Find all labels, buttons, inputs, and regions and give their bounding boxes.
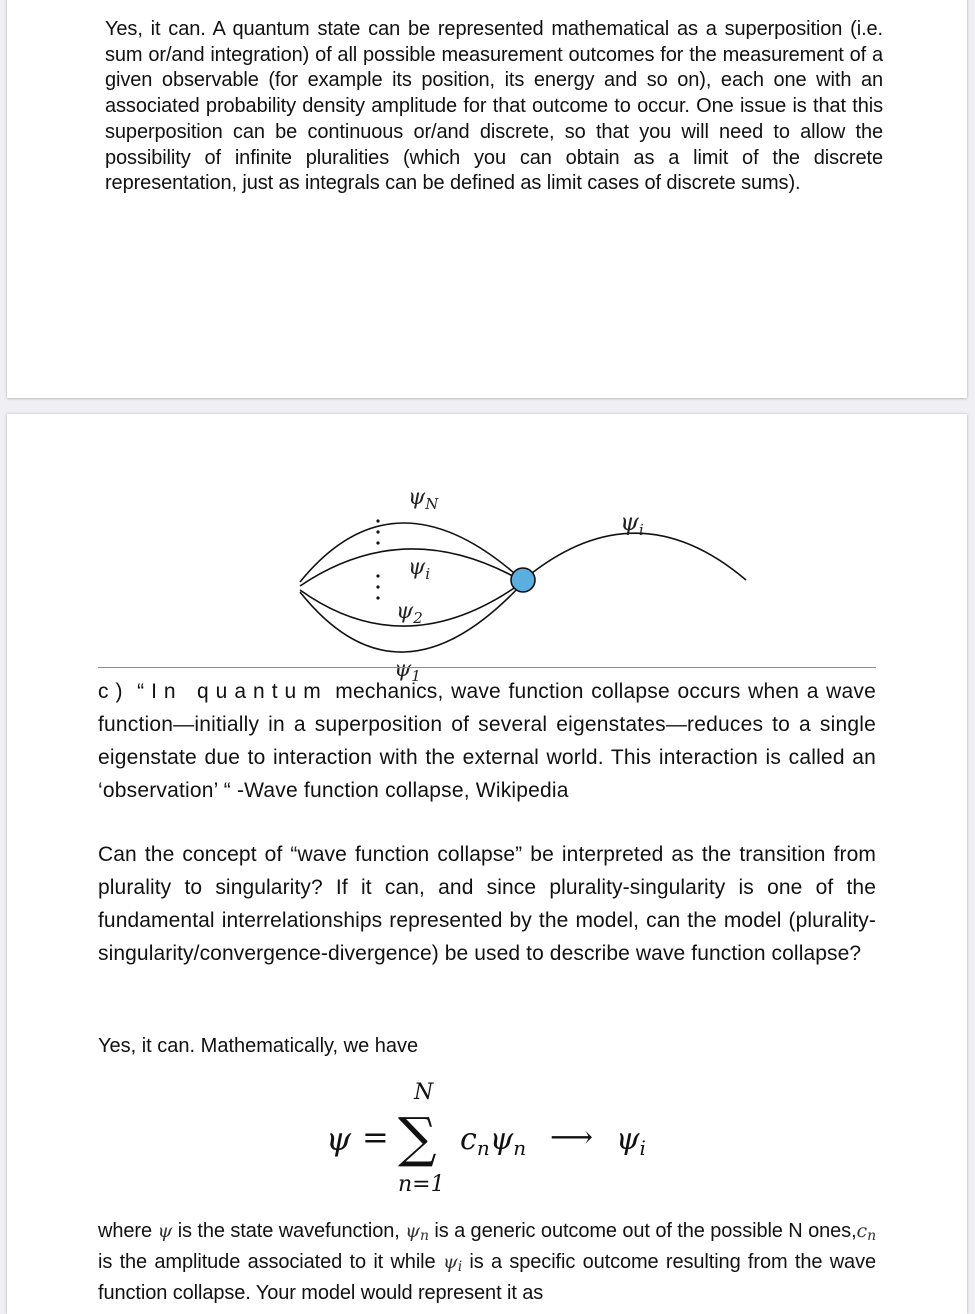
formula-term [460, 1122, 526, 1160]
question-paragraph: Can the concept of “wave function collapse” be interpreted as the transition from plurality to singularity? If it can, and since plurality-singularity is one of the fundamental interrelationships represented by the model, can the model (plurality-singularity/convergence-divergence) be used to describe wave function collapse? [98, 843, 876, 965]
formula-lower-limit: n=1 [398, 1172, 445, 1197]
target-psi: ψ [616, 1122, 640, 1157]
formula-lhs: ψ [326, 1120, 352, 1158]
formula-equals: = [362, 1118, 389, 1156]
term-psi: ψ [489, 1122, 514, 1157]
formula-arrow: ⟶ [550, 1120, 594, 1155]
superposition-formula [320, 1078, 680, 1203]
ellipsis-dots-lower [376, 574, 379, 599]
quote-paragraph [98, 675, 876, 807]
wave-function-collapse-diagram [280, 470, 780, 690]
label-psi-1: $\psi_1$ [394, 657, 421, 685]
ellipsis-dots-upper [376, 519, 379, 544]
quote-prefix: c) [98, 680, 130, 703]
answer-intro: Yes, it can. Mathematically, we have [98, 1035, 419, 1057]
horizontal-rule [98, 667, 876, 668]
summation-symbol: ∑ [398, 1106, 437, 1169]
outgoing-psi-i [532, 533, 746, 580]
explanation-text-3: is a generic outcome out of the possible N ones, [428, 1220, 857, 1242]
symbol-c-n: $c_n$ [856, 1220, 876, 1244]
explanation-paragraph [98, 1218, 876, 1306]
quote-text: mechanics, wave function collapse occurs when a wave function—initially in a superposition of several eigenstates—reduces to a single eigenstate due to interaction with the external world. This interaction is called an ‘observation’ “ -Wave function collapse, Wikipedia [98, 680, 876, 802]
label-psi-2: $\psi_2$ [396, 599, 423, 627]
symbol-psi-n: $\psi_n$ [405, 1220, 429, 1244]
label-psi-i-out: $\psi_i$ [620, 508, 644, 539]
explanation-text-2: is the state wavefunction, [172, 1220, 406, 1242]
formula-target [616, 1122, 646, 1160]
collapse-node [511, 568, 535, 592]
quote-spaced-lead: “In quantum [137, 680, 328, 703]
term-c-sub: n [476, 1136, 490, 1160]
label-psi-N: $\psi_N$ [408, 485, 439, 513]
symbol-psi-i: $\psi_i$ [442, 1251, 463, 1275]
symbol-psi: ψ [157, 1220, 173, 1242]
answer-paragraph: Yes, it can. A quantum state can be represented mathematical as a superposition (i.e. sum or/and integration) of all possible measurement outcomes for the measurement of a given observable (for example its position, its energy and so on), each one with an associated probability density amplitude for that outcome to occur. One issue is that this superposition can be continuous or/and discrete, so that you will need to allow the possibility of infinite pluralities (which you can obtain as a limit of the discrete representation, just as integrals can be defined as limit cases of discrete sums). [105, 18, 883, 195]
page-1 [7, 0, 967, 398]
label-psi-i-branch: $\psi_i$ [408, 555, 431, 583]
explanation-text-1: where [98, 1220, 158, 1242]
formula-upper-limit: N [414, 1080, 434, 1105]
term-psi-sub: n [513, 1136, 527, 1160]
explanation-text-4: is the amplitude associated to it while [98, 1251, 443, 1273]
target-sub: i [639, 1136, 646, 1160]
explanation-text-5: is a specific outcome resulting from the wave function collapse. Your model would represent it as [98, 1251, 876, 1304]
term-c: c [460, 1122, 477, 1157]
